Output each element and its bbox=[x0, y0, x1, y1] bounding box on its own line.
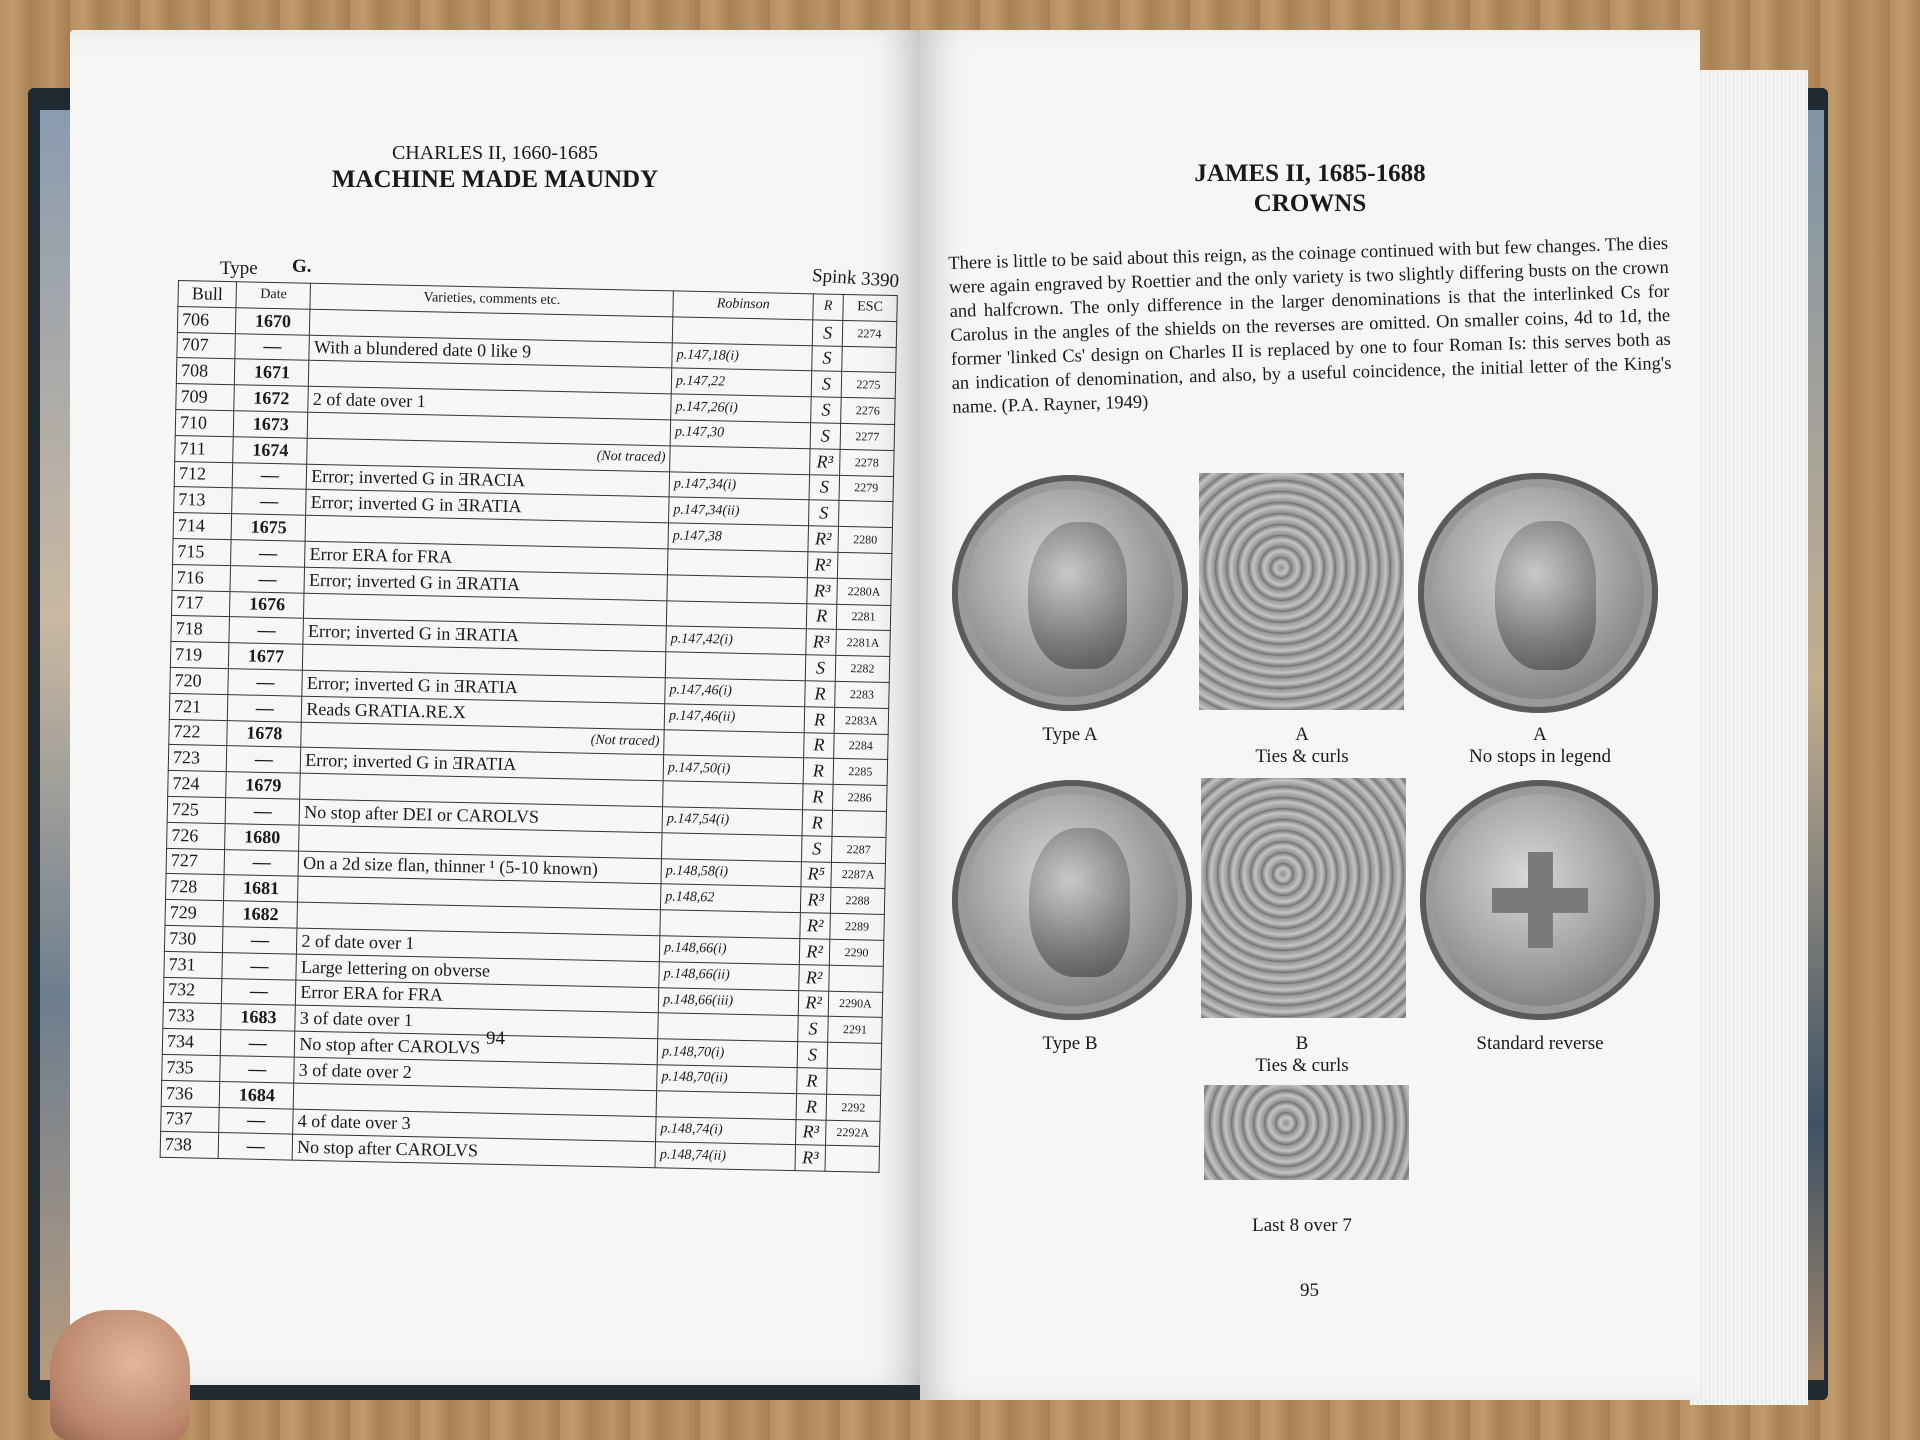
date-cell: — bbox=[235, 333, 309, 360]
date-cell: 1672 bbox=[234, 385, 308, 412]
variety-cell: Error; inverted G in ƎRATIA bbox=[301, 748, 664, 781]
caption-a-letter: A bbox=[1295, 724, 1309, 745]
rarity-cell: S bbox=[812, 345, 842, 371]
header-rarity: R bbox=[813, 294, 843, 320]
date-cell: — bbox=[232, 488, 306, 515]
robinson-cell: p.147,46(ii) bbox=[664, 704, 805, 733]
robinson-cell bbox=[658, 1013, 799, 1042]
thumb bbox=[50, 1310, 190, 1440]
robinson-cell bbox=[667, 575, 808, 604]
robinson-cell bbox=[660, 910, 801, 939]
robinson-cell: p.147,50(i) bbox=[663, 755, 804, 784]
date-cell: — bbox=[228, 669, 302, 696]
spink-cell: 2292A bbox=[825, 1120, 880, 1147]
bust-image bbox=[1028, 522, 1127, 668]
variety-cell: 2 of date over 1 bbox=[297, 928, 660, 961]
bull-cell: 728 bbox=[166, 874, 225, 901]
robinson-cell: p.148,74(ii) bbox=[655, 1142, 796, 1171]
variety-note: (Not traced) bbox=[590, 732, 660, 750]
type-code: G. bbox=[292, 256, 312, 277]
date-cell: 1678 bbox=[227, 720, 301, 747]
spink-cell bbox=[838, 501, 893, 528]
bull-cell: 727 bbox=[166, 848, 225, 875]
variety-cell: Error; inverted G in ƎRATIA bbox=[304, 567, 667, 600]
spink-cell bbox=[827, 1042, 882, 1069]
bull-cell: 716 bbox=[172, 564, 231, 591]
date-cell: 1671 bbox=[235, 359, 309, 386]
caption-type-b: Type B bbox=[1042, 1033, 1098, 1054]
spink-cell: 2290 bbox=[829, 939, 884, 966]
bull-cell: 729 bbox=[165, 899, 224, 926]
rarity-cell: R³ bbox=[801, 887, 831, 913]
variety-cell: Large lettering on obverse bbox=[296, 954, 659, 987]
spink-cell: 2284 bbox=[834, 733, 889, 760]
spink-cell: 2291 bbox=[828, 1017, 883, 1044]
rarity-cell: R³ bbox=[796, 1119, 826, 1145]
caption-last-8-over-7: Last 8 over 7 bbox=[1252, 1215, 1352, 1236]
spink-cell: 2288 bbox=[830, 888, 885, 915]
bull-cell: 711 bbox=[175, 435, 234, 462]
bull-cell: 722 bbox=[169, 719, 228, 746]
robinson-cell: p.148,66(i) bbox=[659, 936, 800, 965]
spink-cell bbox=[825, 1146, 880, 1173]
spink-cell: 2290A bbox=[828, 991, 883, 1018]
caption-a-letter-2: A bbox=[1533, 724, 1547, 745]
rarity-cell: R bbox=[803, 784, 833, 810]
variety-cell: With a blundered date 0 like 9 bbox=[309, 335, 672, 368]
date-cell: 1675 bbox=[232, 514, 306, 541]
rarity-cell: R³ bbox=[806, 629, 836, 655]
spink-cell: 2287 bbox=[831, 836, 886, 863]
detail-b-ties-curls bbox=[1201, 778, 1406, 1018]
header-robinson: Robinson bbox=[673, 291, 814, 320]
variety-cell: No stop after CAROLVS bbox=[295, 1031, 658, 1064]
rarity-cell: R³ bbox=[795, 1145, 825, 1171]
rarity-cell: S bbox=[805, 655, 835, 681]
date-cell: 1681 bbox=[224, 875, 298, 902]
left-page-subtitle: CHARLES II, 1660-1685 bbox=[391, 142, 599, 164]
bull-cell: 724 bbox=[168, 771, 227, 798]
robinson-cell: p.147,18(i) bbox=[672, 342, 813, 371]
bull-cell: 733 bbox=[163, 1003, 222, 1030]
robinson-cell: p.148,66(ii) bbox=[659, 961, 800, 990]
bull-cell: 713 bbox=[174, 487, 233, 514]
robinson-cell: p.148,74(i) bbox=[656, 1116, 797, 1145]
robinson-cell: p.148,70(i) bbox=[657, 1039, 798, 1068]
header-spink: ESC bbox=[843, 294, 898, 321]
rarity-cell: S bbox=[809, 500, 839, 526]
date-cell: 1684 bbox=[220, 1081, 294, 1108]
spink-cell: 2276 bbox=[841, 398, 896, 425]
variety-cell: Error; inverted G in ƎRACIA bbox=[306, 464, 669, 497]
robinson-cell: p.147,30 bbox=[670, 420, 811, 449]
spink-cell bbox=[837, 552, 892, 579]
rarity-cell: S bbox=[809, 474, 839, 500]
spink-cell: 2280A bbox=[837, 578, 892, 605]
caption-no-stops: No stops in legend bbox=[1469, 746, 1611, 767]
date-cell: — bbox=[222, 978, 296, 1005]
bull-cell: 735 bbox=[162, 1054, 221, 1081]
date-cell: — bbox=[221, 1030, 295, 1057]
bull-cell: 730 bbox=[164, 925, 223, 952]
variety-cell: Error ERA for FRA bbox=[296, 980, 659, 1013]
robinson-cell: p.147,26(i) bbox=[671, 394, 812, 423]
date-cell: — bbox=[219, 1107, 293, 1134]
date-cell: 1677 bbox=[229, 643, 303, 670]
bull-cell: 726 bbox=[167, 822, 226, 849]
right-page bbox=[920, 30, 1700, 1400]
bull-cell: 717 bbox=[171, 590, 230, 617]
variety-cell: Error; inverted G in ƎRATIA bbox=[303, 619, 666, 652]
rarity-cell: R bbox=[802, 810, 832, 836]
header-date: Date bbox=[236, 282, 310, 309]
bull-cell: 731 bbox=[164, 951, 223, 978]
robinson-cell: p.147,42(i) bbox=[666, 626, 807, 655]
date-cell: — bbox=[230, 565, 304, 592]
variety-cell: 3 of date over 1 bbox=[295, 1005, 658, 1038]
bull-cell: 734 bbox=[162, 1028, 221, 1055]
robinson-cell bbox=[665, 652, 806, 681]
coin-a-no-stops bbox=[1418, 473, 1658, 713]
bull-cell: 720 bbox=[170, 667, 229, 694]
date-cell: — bbox=[219, 1133, 293, 1160]
robinson-cell bbox=[656, 1090, 797, 1119]
date-cell: — bbox=[223, 927, 297, 954]
robinson-cell: p.147,38 bbox=[668, 523, 809, 552]
bust-image bbox=[1029, 828, 1130, 977]
bull-cell: 707 bbox=[177, 332, 236, 359]
spink-cell: 2292 bbox=[826, 1094, 881, 1121]
variety-cell: 3 of date over 2 bbox=[294, 1057, 657, 1090]
bull-cell: 715 bbox=[173, 538, 232, 565]
date-cell: 1676 bbox=[230, 591, 304, 618]
rarity-cell: R bbox=[806, 603, 836, 629]
left-page-number: 94 bbox=[486, 1028, 505, 1049]
bull-cell: 706 bbox=[177, 306, 236, 333]
robinson-cell: p.147,34(ii) bbox=[669, 497, 810, 526]
robinson-cell bbox=[666, 600, 807, 629]
coin-standard-reverse bbox=[1420, 780, 1660, 1020]
detail-a-ties-curls bbox=[1199, 473, 1404, 710]
bull-cell: 725 bbox=[167, 796, 226, 823]
spink-cell: 2285 bbox=[833, 759, 888, 786]
spink-cell: 2274 bbox=[842, 320, 897, 347]
spink-cell bbox=[829, 965, 884, 992]
right-page-number: 95 bbox=[1300, 1280, 1319, 1301]
rarity-cell: R² bbox=[808, 552, 838, 578]
right-page-title: JAMES II, 1685-1688 bbox=[1194, 160, 1426, 187]
robinson-cell: p.147,46(i) bbox=[665, 678, 806, 707]
date-cell: — bbox=[222, 952, 296, 979]
spink-reference: Spink 3390 bbox=[811, 264, 900, 293]
rarity-cell: S bbox=[811, 371, 841, 397]
robinson-cell: p.148,62 bbox=[661, 884, 802, 913]
robinson-cell: p.148,66(iii) bbox=[658, 987, 799, 1016]
robinson-cell: p.148,58(i) bbox=[661, 858, 802, 887]
coin-type-b-obverse bbox=[952, 780, 1192, 1020]
robinson-cell: p.148,70(ii) bbox=[657, 1065, 798, 1094]
spink-cell: 2275 bbox=[841, 372, 896, 399]
date-cell: — bbox=[226, 798, 300, 825]
spink-cell: 2282 bbox=[835, 656, 890, 683]
bull-cell: 714 bbox=[173, 513, 232, 540]
date-cell: — bbox=[224, 849, 298, 876]
rarity-cell: R bbox=[805, 681, 835, 707]
robinson-cell bbox=[672, 317, 813, 346]
rarity-cell: R² bbox=[799, 964, 829, 990]
spink-cell: 2279 bbox=[839, 475, 894, 502]
left-page bbox=[70, 30, 920, 1385]
bull-cell: 709 bbox=[176, 384, 235, 411]
rarity-cell: S bbox=[798, 1016, 828, 1042]
rarity-cell: R bbox=[804, 732, 834, 758]
spink-cell: 2280 bbox=[838, 527, 893, 554]
spink-cell: 2277 bbox=[840, 423, 895, 450]
spink-cell: 2281A bbox=[836, 630, 891, 657]
rarity-cell: R² bbox=[808, 526, 838, 552]
date-cell: 1683 bbox=[221, 1004, 295, 1031]
variety-cell: Error ERA for FRA bbox=[305, 541, 668, 574]
rarity-cell: R³ bbox=[810, 449, 840, 475]
bull-cell: 737 bbox=[161, 1106, 220, 1133]
bull-cell: 710 bbox=[175, 409, 234, 436]
spink-cell: 2286 bbox=[832, 784, 887, 811]
maundy-table bbox=[160, 280, 898, 1173]
spink-cell: 2278 bbox=[839, 449, 894, 476]
date-cell: — bbox=[220, 1055, 294, 1082]
date-cell: — bbox=[231, 540, 305, 567]
date-cell: 1679 bbox=[226, 772, 300, 799]
robinson-cell bbox=[662, 832, 803, 861]
caption-standard-reverse: Standard reverse bbox=[1476, 1033, 1604, 1054]
date-cell: — bbox=[228, 694, 302, 721]
rarity-cell: R bbox=[796, 1093, 826, 1119]
spink-cell bbox=[832, 810, 887, 837]
bull-cell: 719 bbox=[170, 642, 229, 669]
variety-cell: Error; inverted G in ƎRATIA bbox=[306, 490, 669, 523]
rarity-cell: S bbox=[797, 1042, 827, 1068]
rarity-cell: R³ bbox=[807, 578, 837, 604]
rarity-cell: R bbox=[803, 758, 833, 784]
spink-cell bbox=[827, 1068, 882, 1095]
coin-type-a-obverse bbox=[952, 475, 1188, 711]
right-page-subtitle: CROWNS bbox=[1253, 190, 1367, 217]
variety-cell: Error; inverted G in ƎRATIA bbox=[302, 670, 665, 703]
type-label: Type bbox=[220, 258, 258, 279]
rarity-cell: S bbox=[811, 397, 841, 423]
spink-cell: 2287A bbox=[831, 862, 886, 889]
variety-cell: 2 of date over 1 bbox=[308, 386, 671, 419]
spink-cell: 2289 bbox=[830, 913, 885, 940]
spink-cell: 2283A bbox=[834, 707, 889, 734]
robinson-cell: p.147,22 bbox=[671, 368, 812, 397]
date-cell: — bbox=[233, 462, 307, 489]
variety-cell: No stop after DEI or CAROLVS bbox=[299, 799, 662, 832]
rarity-cell: S bbox=[812, 320, 842, 346]
rarity-cell: R² bbox=[798, 990, 828, 1016]
variety-cell: 4 of date over 3 bbox=[293, 1109, 656, 1142]
robinson-cell: p.147,34(i) bbox=[669, 471, 810, 500]
date-cell: — bbox=[229, 617, 303, 644]
rarity-cell: S bbox=[802, 835, 832, 861]
rarity-cell: R² bbox=[799, 939, 829, 965]
robinson-cell bbox=[668, 549, 809, 578]
robinson-cell: p.147,54(i) bbox=[662, 807, 803, 836]
rarity-cell: R² bbox=[800, 913, 830, 939]
bull-cell: 738 bbox=[160, 1132, 219, 1159]
page-edges bbox=[1690, 70, 1808, 1405]
left-page-title: MACHINE MADE MAUNDY bbox=[331, 166, 659, 193]
spink-cell bbox=[842, 346, 897, 373]
bull-cell: 712 bbox=[174, 461, 233, 488]
rarity-cell: R bbox=[797, 1068, 827, 1094]
intro-paragraph: There is little to be said about this reign, as the coinage continued with but few changes. The dies were again engraved by Roettier and the only variety is two slightly differing busts on the crown and halfcrown. The only difference in the larger denominations is that the interlinked Cs for Carolus in the angles of the shields on the reverses are omitted. On smaller coins, 4d to 1d, the former 'linked Cs' design on Charles II is replaced by one to four Roman Is: this serves both as an indication of denomination, and also, by a useful coincidence, the initial letter of the King's name. (P.A. Rayner, 1949) bbox=[948, 233, 1672, 418]
bull-cell: 723 bbox=[168, 745, 227, 772]
variety-cell: No stop after CAROLVS bbox=[292, 1134, 655, 1167]
rarity-cell: S bbox=[810, 423, 840, 449]
bull-cell: 736 bbox=[161, 1080, 220, 1107]
variety-cell: On a 2d size flan, thinner ¹ (5-10 known) bbox=[298, 851, 661, 884]
robinson-cell bbox=[670, 446, 811, 475]
header-bull: Bull bbox=[178, 281, 237, 308]
caption-b-letter: B bbox=[1295, 1033, 1309, 1054]
variety-note: (Not traced) bbox=[596, 448, 666, 466]
bust-image bbox=[1495, 521, 1596, 670]
rarity-cell: R⁵ bbox=[801, 861, 831, 887]
spink-cell: 2283 bbox=[835, 681, 890, 708]
bull-cell: 732 bbox=[163, 977, 222, 1004]
spink-cell: 2281 bbox=[836, 604, 891, 631]
detail-last-8-over-7 bbox=[1204, 1085, 1409, 1180]
variety-cell: Reads GRATIA.RE.X bbox=[302, 696, 665, 729]
caption-ties-curls-a: Ties & curls bbox=[1255, 746, 1349, 767]
caption-type-a: Type A bbox=[1042, 724, 1098, 745]
robinson-cell bbox=[663, 781, 804, 810]
rarity-cell: R bbox=[804, 706, 834, 732]
robinson-cell bbox=[664, 729, 805, 758]
date-cell: 1682 bbox=[223, 901, 297, 928]
date-cell: 1673 bbox=[234, 411, 308, 438]
bull-cell: 708 bbox=[176, 358, 235, 385]
shield-cross-image bbox=[1492, 852, 1588, 948]
caption-ties-curls-b: Ties & curls bbox=[1255, 1055, 1349, 1076]
date-cell: 1670 bbox=[236, 308, 310, 335]
bull-cell: 718 bbox=[171, 616, 230, 643]
date-cell: 1680 bbox=[225, 823, 299, 850]
bull-cell: 721 bbox=[169, 693, 228, 720]
date-cell: — bbox=[227, 746, 301, 773]
date-cell: 1674 bbox=[233, 436, 307, 463]
header-varieties: Varieties, comments etc. bbox=[310, 283, 673, 316]
